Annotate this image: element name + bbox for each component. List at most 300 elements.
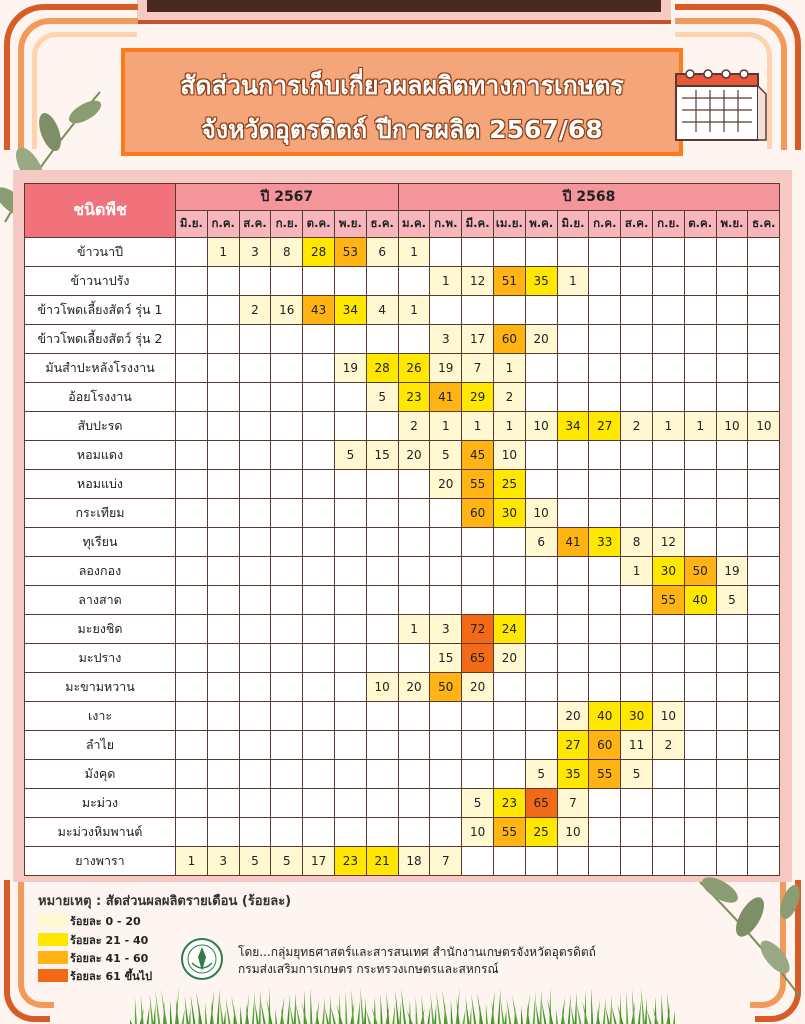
harvest-cell: [621, 441, 653, 470]
credit-line-1: โดย...กลุ่มยุทธศาสตร์และสารสนเทศ สำนักงานเกษตรจังหวัดอุตรดิตถ์: [238, 945, 596, 959]
harvest-cell: [652, 615, 684, 644]
title-line-2: จังหวัดอุตรดิตถ์ ปีการผลิต 2567/68: [201, 115, 603, 144]
harvest-cell: [652, 470, 684, 499]
crop-name: มะปราง: [25, 644, 176, 673]
harvest-cell: 53: [334, 238, 366, 267]
harvest-cell: 10: [716, 412, 748, 441]
harvest-cell: [748, 383, 780, 412]
harvest-cell: 1: [494, 412, 526, 441]
harvest-cell: [207, 296, 239, 325]
table-row: [25, 673, 780, 702]
harvest-cell: [239, 441, 271, 470]
legend-title: หมายเหตุ : สัดส่วนผลผลิตรายเดือน (ร้อยละ): [38, 894, 292, 909]
harvest-cell: 1: [494, 354, 526, 383]
harvest-cell: 45: [462, 441, 494, 470]
harvest-cell: [748, 673, 780, 702]
harvest-cell: 5: [716, 586, 748, 615]
harvest-cell: [176, 238, 208, 267]
harvest-cell: 5: [239, 847, 271, 876]
harvest-cell: 60: [462, 499, 494, 528]
harvest-cell: [589, 470, 621, 499]
month-header: มิ.ย.: [176, 211, 208, 238]
harvest-cell: [462, 528, 494, 557]
harvest-cell: [716, 702, 748, 731]
harvest-cell: [239, 789, 271, 818]
harvest-cell: [398, 731, 430, 760]
crop-name: ลองกอง: [25, 557, 176, 586]
harvest-cell: [207, 615, 239, 644]
harvest-cell: [398, 470, 430, 499]
harvest-cell: [239, 470, 271, 499]
crop-name: ข้าวนาปี: [25, 238, 176, 267]
harvest-cell: [207, 644, 239, 673]
harvest-cell: 20: [494, 644, 526, 673]
harvest-cell: [303, 818, 335, 847]
month-header: เม.ย.: [494, 211, 526, 238]
harvest-cell: [303, 528, 335, 557]
leaf-decoration-right: [690, 862, 805, 1002]
harvest-cell: [176, 528, 208, 557]
harvest-cell: 1: [621, 557, 653, 586]
harvest-cell: [716, 470, 748, 499]
harvest-cell: 28: [303, 238, 335, 267]
harvest-cell: [239, 499, 271, 528]
harvest-cell: [303, 383, 335, 412]
harvest-cell: [334, 760, 366, 789]
harvest-cell: [303, 789, 335, 818]
harvest-cell: [684, 499, 716, 528]
harvest-cell: [207, 528, 239, 557]
harvest-cell: 65: [462, 644, 494, 673]
harvest-cell: [303, 731, 335, 760]
table-row: [25, 441, 780, 470]
harvest-cell: [271, 586, 303, 615]
harvest-cell: 50: [684, 557, 716, 586]
month-header: ก.ค.: [589, 211, 621, 238]
harvest-cell: [334, 702, 366, 731]
legend-label: ร้อยละ 61 ขึ้นไป: [70, 969, 153, 983]
harvest-cell: [430, 557, 462, 586]
harvest-cell: [334, 586, 366, 615]
harvest-cell: [207, 557, 239, 586]
harvest-cell: [748, 499, 780, 528]
month-header: พ.ย.: [334, 211, 366, 238]
legend-item: [38, 933, 148, 946]
harvest-cell: [494, 847, 526, 876]
harvest-cell: 7: [462, 354, 494, 383]
harvest-cell: [462, 731, 494, 760]
harvest-cell: [430, 731, 462, 760]
harvest-cell: 30: [494, 499, 526, 528]
harvest-cell: [716, 789, 748, 818]
title-banner: [121, 48, 683, 156]
harvest-cell: [557, 644, 589, 673]
legend: [38, 890, 358, 983]
crop-name: ยางพารา: [25, 847, 176, 876]
harvest-cell: [589, 586, 621, 615]
harvest-cell: [684, 470, 716, 499]
legend-label: ร้อยละ 21 - 40: [70, 933, 149, 947]
harvest-cell: [176, 441, 208, 470]
harvest-cell: [557, 557, 589, 586]
harvest-cell: [621, 296, 653, 325]
harvest-cell: [176, 354, 208, 383]
crop-name: สับปะรด: [25, 412, 176, 441]
harvest-cell: [334, 325, 366, 354]
table-row: [25, 238, 780, 267]
harvest-cell: [652, 644, 684, 673]
harvest-cell: [621, 325, 653, 354]
harvest-cell: [303, 354, 335, 383]
harvest-cell: [398, 760, 430, 789]
harvest-cell: [589, 238, 621, 267]
harvest-cell: 60: [494, 325, 526, 354]
month-header: ธ.ค.: [748, 211, 780, 238]
legend-item: [38, 969, 152, 982]
harvest-cell: [557, 499, 589, 528]
table-row: [25, 528, 780, 557]
harvest-cell: [271, 702, 303, 731]
table-row: [25, 412, 780, 441]
harvest-cell: [748, 818, 780, 847]
harvest-cell: [176, 644, 208, 673]
harvest-cell: 19: [716, 557, 748, 586]
harvest-cell: [334, 470, 366, 499]
harvest-cell: 25: [494, 470, 526, 499]
harvest-cell: 10: [494, 441, 526, 470]
harvest-cell: [366, 644, 398, 673]
crop-name: กระเทียม: [25, 499, 176, 528]
month-header: ก.ย.: [652, 211, 684, 238]
crop-name: หอมแดง: [25, 441, 176, 470]
harvest-cell: [271, 673, 303, 702]
harvest-cell: [716, 296, 748, 325]
harvest-cell: [271, 731, 303, 760]
harvest-cell: [207, 383, 239, 412]
harvest-cell: [652, 789, 684, 818]
harvest-cell: [176, 325, 208, 354]
harvest-cell: [239, 267, 271, 296]
harvest-cell: [366, 325, 398, 354]
crop-name: มะขามหวาน: [25, 673, 176, 702]
table-row: [25, 731, 780, 760]
harvest-cell: [239, 412, 271, 441]
month-header: ม.ค.: [398, 211, 430, 238]
harvest-cell: [557, 325, 589, 354]
harvest-cell: [684, 702, 716, 731]
month-header: มี.ค.: [462, 211, 494, 238]
harvest-cell: [303, 760, 335, 789]
harvest-cell: [621, 383, 653, 412]
harvest-cell: 10: [525, 412, 557, 441]
harvest-cell: [525, 296, 557, 325]
harvest-cell: [525, 615, 557, 644]
harvest-cell: [271, 760, 303, 789]
harvest-cell: [684, 760, 716, 789]
month-header: ก.พ.: [430, 211, 462, 238]
harvest-cell: [525, 731, 557, 760]
harvest-cell: [271, 644, 303, 673]
harvest-cell: [621, 238, 653, 267]
harvest-cell: 29: [462, 383, 494, 412]
harvest-cell: [176, 586, 208, 615]
table-row: [25, 644, 780, 673]
harvest-cell: [652, 499, 684, 528]
harvest-cell: [462, 238, 494, 267]
harvest-cell: 2: [494, 383, 526, 412]
harvest-cell: [557, 470, 589, 499]
harvest-cell: 55: [589, 760, 621, 789]
harvest-cell: [334, 818, 366, 847]
harvest-cell: 5: [621, 760, 653, 789]
harvest-cell: 10: [748, 412, 780, 441]
harvest-cell: [589, 325, 621, 354]
harvest-cell: 12: [462, 267, 494, 296]
legend-item: [38, 914, 141, 927]
year-header-2567: ปี 2567: [176, 184, 399, 211]
harvest-cell: [239, 354, 271, 383]
harvest-cell: [748, 731, 780, 760]
harvest-cell: [239, 760, 271, 789]
harvest-cell: [716, 238, 748, 267]
harvest-cell: [621, 673, 653, 702]
harvest-cell: [176, 673, 208, 702]
harvest-cell: 1: [398, 296, 430, 325]
harvest-cell: [684, 383, 716, 412]
harvest-cell: 15: [366, 441, 398, 470]
harvest-cell: [748, 702, 780, 731]
harvest-cell: 6: [525, 528, 557, 557]
harvest-cell: 40: [684, 586, 716, 615]
harvest-cell: [621, 470, 653, 499]
grass-decoration: [130, 985, 675, 1024]
harvest-cell: 7: [557, 789, 589, 818]
harvest-cell: 65: [525, 789, 557, 818]
harvest-cell: [271, 818, 303, 847]
harvest-cell: [494, 760, 526, 789]
harvest-cell: [589, 644, 621, 673]
harvest-cell: [334, 528, 366, 557]
harvest-cell: [271, 383, 303, 412]
harvest-cell: [334, 557, 366, 586]
credit-text: [238, 944, 596, 978]
harvest-cell: [207, 760, 239, 789]
harvest-cell: 19: [334, 354, 366, 383]
harvest-cell: [589, 615, 621, 644]
harvest-cell: [271, 499, 303, 528]
crop-name: ข้าวโพดเลี้ยงสัตว์ รุ่น 2: [25, 325, 176, 354]
harvest-cell: 3: [207, 847, 239, 876]
harvest-cell: 1: [557, 267, 589, 296]
harvest-cell: [621, 818, 653, 847]
table-row: [25, 354, 780, 383]
harvest-cell: 41: [557, 528, 589, 557]
harvest-cell: [430, 296, 462, 325]
harvest-cell: [525, 470, 557, 499]
harvest-cell: [589, 354, 621, 383]
harvest-cell: [748, 238, 780, 267]
crop-name: ลางสาด: [25, 586, 176, 615]
harvest-cell: [176, 383, 208, 412]
table-row: [25, 847, 780, 876]
harvest-cell: [462, 760, 494, 789]
harvest-cell: [398, 644, 430, 673]
harvest-cell: [621, 847, 653, 876]
harvest-cell: 19: [430, 354, 462, 383]
harvest-cell: [398, 818, 430, 847]
month-header: ธ.ค.: [366, 211, 398, 238]
crop-name: มะม่วงหิมพานต์: [25, 818, 176, 847]
crop-name: ทุเรียน: [25, 528, 176, 557]
harvest-cell: [271, 441, 303, 470]
harvest-cell: 20: [462, 673, 494, 702]
month-header: ต.ค.: [303, 211, 335, 238]
harvest-cell: 3: [239, 238, 271, 267]
harvest-cell: 2: [398, 412, 430, 441]
harvest-cell: 8: [271, 238, 303, 267]
table-row: [25, 557, 780, 586]
crop-name: เงาะ: [25, 702, 176, 731]
harvest-cell: [621, 267, 653, 296]
harvest-cell: [462, 296, 494, 325]
crop-name: มะยงชิด: [25, 615, 176, 644]
harvest-cell: [557, 441, 589, 470]
department-emblem: [180, 937, 224, 981]
harvest-cell: [621, 789, 653, 818]
crop-name: มันสำปะหลังโรงงาน: [25, 354, 176, 383]
harvest-cell: [716, 818, 748, 847]
harvest-cell: [239, 818, 271, 847]
harvest-cell: [303, 644, 335, 673]
harvest-cell: 15: [430, 644, 462, 673]
harvest-table: [24, 183, 780, 876]
harvest-cell: [239, 383, 271, 412]
harvest-cell: [176, 557, 208, 586]
legend-label: ร้อยละ 0 - 20: [70, 914, 141, 928]
harvest-cell: [652, 847, 684, 876]
harvest-cell: [557, 238, 589, 267]
harvest-cell: 34: [334, 296, 366, 325]
table-row: [25, 760, 780, 789]
harvest-cell: [366, 557, 398, 586]
harvest-cell: 1: [652, 412, 684, 441]
harvest-cell: [334, 499, 366, 528]
table-row: [25, 702, 780, 731]
harvest-cell: [303, 673, 335, 702]
harvest-cell: [271, 325, 303, 354]
harvest-cell: 1: [430, 412, 462, 441]
harvest-cell: [239, 702, 271, 731]
crop-name: ข้าวโพดเลี้ยงสัตว์ รุ่น 1: [25, 296, 176, 325]
harvest-cell: [525, 702, 557, 731]
harvest-cell: 60: [589, 731, 621, 760]
harvest-cell: 1: [684, 412, 716, 441]
harvest-cell: [398, 499, 430, 528]
harvest-cell: 5: [366, 383, 398, 412]
harvest-cell: [334, 615, 366, 644]
harvest-cell: [525, 238, 557, 267]
harvest-cell: 20: [398, 673, 430, 702]
harvest-cell: 4: [366, 296, 398, 325]
harvest-cell: [748, 441, 780, 470]
harvest-cell: 33: [589, 528, 621, 557]
harvest-cell: 28: [366, 354, 398, 383]
harvest-cell: [176, 702, 208, 731]
harvest-cell: [684, 325, 716, 354]
harvest-cell: [652, 441, 684, 470]
month-header: ส.ค.: [621, 211, 653, 238]
month-header: พ.ย.: [716, 211, 748, 238]
harvest-cell: [684, 354, 716, 383]
harvest-cell: 5: [334, 441, 366, 470]
harvest-cell: 3: [430, 325, 462, 354]
harvest-cell: [684, 296, 716, 325]
harvest-cell: [176, 615, 208, 644]
harvest-cell: 55: [652, 586, 684, 615]
harvest-cell: [239, 586, 271, 615]
harvest-cell: 1: [176, 847, 208, 876]
harvest-cell: 20: [525, 325, 557, 354]
harvest-cell: 27: [557, 731, 589, 760]
harvest-cell: [207, 412, 239, 441]
harvest-cell: [366, 702, 398, 731]
harvest-cell: [621, 615, 653, 644]
harvest-cell: [207, 354, 239, 383]
harvest-cell: [334, 731, 366, 760]
harvest-cell: [462, 847, 494, 876]
harvest-cell: 21: [366, 847, 398, 876]
harvest-cell: [176, 731, 208, 760]
month-header: พ.ค.: [525, 211, 557, 238]
harvest-cell: [716, 267, 748, 296]
harvest-cell: 24: [494, 615, 526, 644]
harvest-cell: 1: [398, 238, 430, 267]
harvest-cell: [366, 731, 398, 760]
harvest-cell: 10: [366, 673, 398, 702]
title-line-1: สัดส่วนการเก็บเกี่ยวผลผลิตทางการเกษตร: [180, 71, 624, 100]
harvest-cell: [239, 325, 271, 354]
harvest-cell: [716, 673, 748, 702]
harvest-cell: 6: [366, 238, 398, 267]
harvest-cell: [652, 383, 684, 412]
month-header: มิ.ย.: [557, 211, 589, 238]
harvest-cell: [748, 267, 780, 296]
harvest-cell: [430, 586, 462, 615]
harvest-cell: [271, 789, 303, 818]
harvest-cell: 8: [621, 528, 653, 557]
harvest-cell: 1: [207, 238, 239, 267]
harvest-cell: [748, 470, 780, 499]
harvest-cell: [684, 441, 716, 470]
table-row: [25, 789, 780, 818]
harvest-cell: 41: [430, 383, 462, 412]
harvest-cell: [652, 354, 684, 383]
harvest-cell: 1: [430, 267, 462, 296]
harvest-cell: 43: [303, 296, 335, 325]
harvest-cell: [716, 731, 748, 760]
harvest-cell: [366, 760, 398, 789]
harvest-cell: 50: [430, 673, 462, 702]
harvest-cell: [652, 267, 684, 296]
harvest-cell: [748, 528, 780, 557]
harvest-cell: [334, 673, 366, 702]
harvest-cell: [748, 354, 780, 383]
harvest-cell: [207, 325, 239, 354]
harvest-cell: [334, 267, 366, 296]
harvest-cell: [748, 557, 780, 586]
credit-line-2: กรมส่งเสริมการเกษตร กระทรวงเกษตรและสหกรณ์: [238, 962, 499, 976]
harvest-cell: 3: [430, 615, 462, 644]
